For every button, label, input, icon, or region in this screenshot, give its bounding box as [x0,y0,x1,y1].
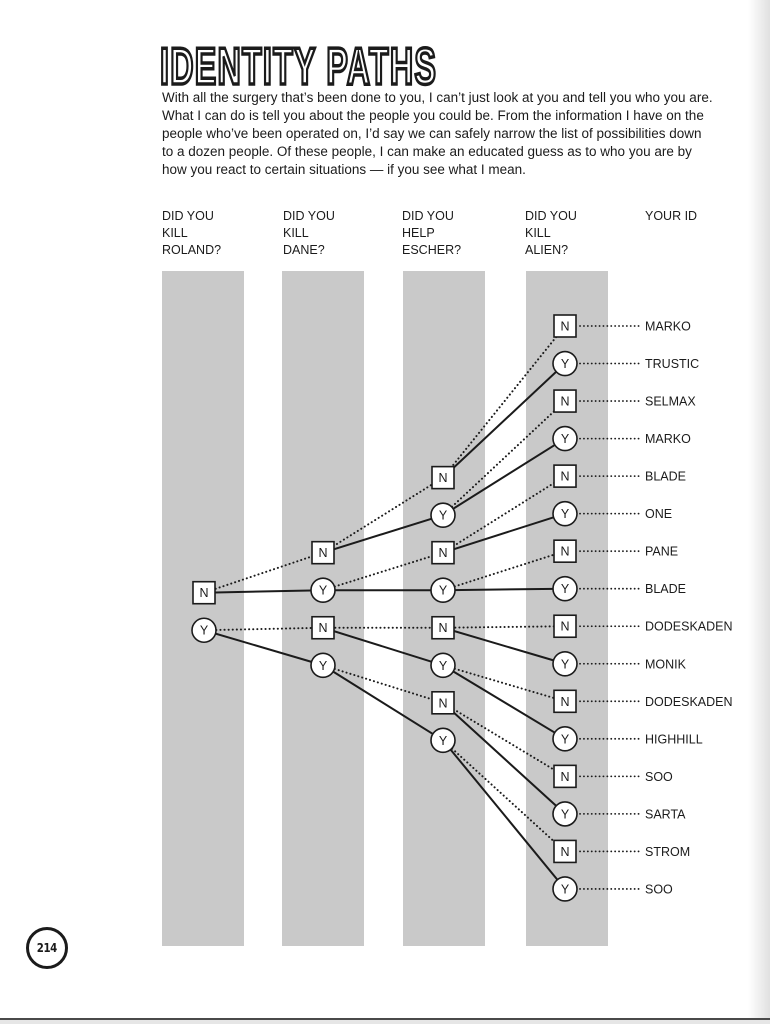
identity-label-13: SOO [645,769,673,784]
q3-no-node-7 [432,692,454,714]
node-answer-label: N [438,471,448,486]
q1-yes-node-2 [192,618,216,642]
page-title: IDENTITY PATHS [160,38,438,96]
no-branch-line [323,665,443,703]
q4-no-node-1 [554,315,576,337]
node-answer-label: Y [318,658,328,673]
question-line: KILL [283,226,309,240]
node-answer-label: Y [438,583,448,598]
yes-branch-line [443,589,565,591]
yes-branch-line [204,590,323,593]
identity-label-4: MARKO [645,432,691,447]
identity-label-15: STROM [645,844,691,859]
question-line: ROLAND? [162,243,222,257]
q4-yes-node-8 [553,577,577,601]
node-answer-label: Y [199,623,209,638]
question-line: DID YOU [283,209,335,223]
question-line: DID YOU [525,209,577,223]
node-answer-label: N [560,544,570,559]
identity-label-16: SOO [645,882,673,897]
identity-label-8: BLADE [645,582,686,597]
intro-line-4: to a dozen people. Of these people, I can make an educated guess as to who you are by [162,144,692,159]
q2-yes-node-2 [311,578,335,602]
identity-label-11: DODESKADEN [645,694,733,709]
node-answer-label: Y [560,882,570,897]
no-branch-line [443,665,565,701]
q4-no-node-11 [554,690,576,712]
no-branch-line [443,626,565,628]
intro-line-3: people who’ve been operated on, I’d say we can safely narrow the list of possibilities down [162,126,702,141]
yes-branch-line [443,665,565,739]
page-number-badge [26,927,68,969]
no-branch-line [443,551,565,590]
no-branch-line [323,553,443,591]
node-answer-label: N [560,394,570,409]
identity-label-14: SARTA [645,807,686,822]
node-answer-label: N [560,769,570,784]
q4-no-node-5 [554,465,576,487]
q4-no-node-7 [554,540,576,562]
q4-yes-node-2 [553,352,577,376]
node-answer-label: Y [560,732,570,747]
question-line: KILL [525,226,551,240]
page-number: 214 [36,941,58,955]
node-answer-label: N [438,546,448,561]
yes-branch-line [443,703,565,814]
yes-branch-line [323,665,443,740]
q1-no-node-1 [193,582,215,604]
q3-yes-node-4 [431,578,455,602]
q4-no-node-3 [554,390,576,412]
node-answer-label: N [560,844,570,859]
no-branch-line [204,553,323,593]
q4-no-node-15 [554,840,576,862]
node-answer-label: N [560,319,570,334]
q3-yes-node-2 [431,503,455,527]
node-answer-label: N [318,621,328,636]
node-answer-label: N [560,619,570,634]
yes-branch-line [443,364,565,478]
node-answer-label: Y [438,733,448,748]
identity-label-1: MARKO [645,319,691,334]
q3-no-node-3 [432,542,454,564]
tree-branches [204,326,565,889]
yes-branch-line [443,740,565,889]
node-answer-label: Y [438,658,448,673]
identity-label-5: BLADE [645,469,686,484]
q2-yes-node-4 [311,653,335,677]
node-answer-label: N [438,621,448,636]
node-answer-label: Y [560,507,570,522]
no-branch-line [204,628,323,631]
node-answer-label: Y [438,508,448,523]
no-branch-line [443,401,565,515]
your-id-header: YOUR ID [645,209,698,223]
question-line: HELP [402,226,435,240]
node-answer-label: Y [560,657,570,672]
no-branch-line [323,478,443,553]
node-answer-label: Y [318,583,328,598]
identity-labels [645,320,733,897]
q3-yes-node-6 [431,653,455,677]
q4-yes-node-4 [553,427,577,451]
node-answer-label: Y [560,582,570,597]
identity-label-3: SELMAX [645,394,696,409]
scanner-margin [0,1020,770,1024]
question-line: DID YOU [402,209,454,223]
yes-branch-line [443,439,565,516]
q2-no-node-3 [312,617,334,639]
id-leader-lines [580,326,639,889]
yes-branch-line [323,515,443,553]
q3-no-node-1 [432,467,454,489]
q4-yes-node-14 [553,802,577,826]
yes-branch-line [443,514,565,553]
identity-label-2: TRUSTIC [645,357,700,372]
node-answer-label: N [560,469,570,484]
q3-no-node-5 [432,617,454,639]
no-branch-line [443,703,565,777]
yes-branch-line [323,628,443,666]
identity-label-12: HIGHHILL [645,732,703,747]
q4-no-node-13 [554,765,576,787]
question-line: DANE? [283,243,325,257]
no-branch-line [443,326,565,478]
intro-line-1: With all the surgery that’s been done to you, I can’t just look at you and tell you who you are. [162,90,713,105]
identity-label-10: MONIK [645,657,686,672]
q4-yes-node-10 [553,652,577,676]
identity-label-6: ONE [645,507,673,522]
identity-label-9: DODESKADEN [645,619,733,634]
question-line: DID YOU [162,209,214,223]
node-answer-label: Y [560,357,570,372]
tree-answer-nodes [192,315,577,901]
node-answer-label: N [318,546,328,561]
q4-no-node-9 [554,615,576,637]
no-branch-line [443,476,565,553]
q2-no-node-1 [312,542,334,564]
node-answer-label: N [560,694,570,709]
node-answer-label: N [438,696,448,711]
page-edge-shadow [748,0,770,1018]
yes-branch-line [204,630,323,665]
node-answer-label: Y [560,432,570,447]
identity-label-7: PANE [645,544,679,559]
yes-branch-line [443,628,565,664]
node-answer-label: Y [560,807,570,822]
q4-yes-node-12 [553,727,577,751]
q4-yes-node-6 [553,502,577,526]
question-line: KILL [162,226,188,240]
intro-line-2: What I can do is tell you about the people you could be. From the information I have on the [162,108,704,123]
node-answer-label: N [199,586,209,601]
question-line: ESCHER? [402,243,462,257]
q4-yes-node-16 [553,877,577,901]
question-line: ALIEN? [525,243,569,257]
q3-yes-node-8 [431,728,455,752]
intro-line-5: how you react to certain situations — if you see what I mean. [162,162,526,177]
